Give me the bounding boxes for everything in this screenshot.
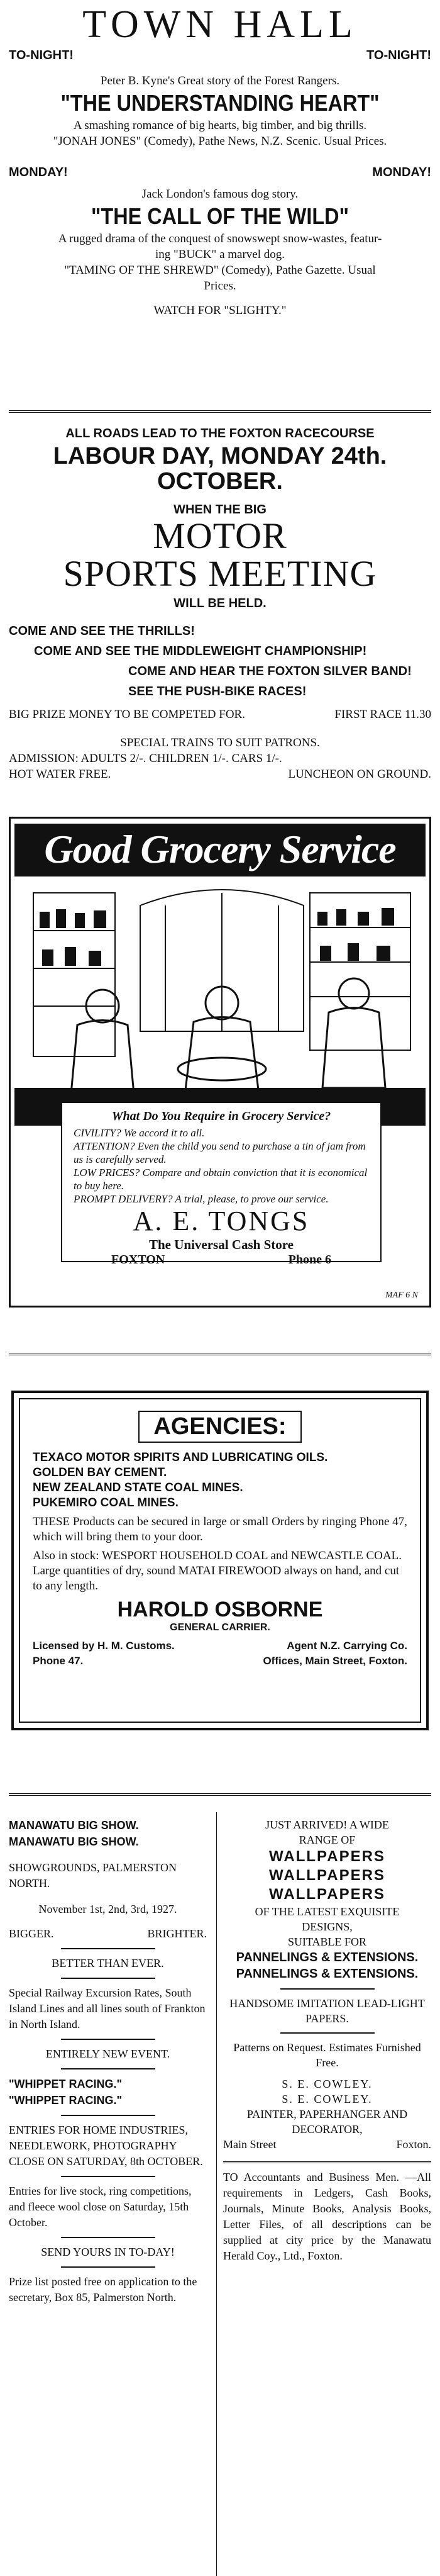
film1-desc: A smashing romance of big hearts, big timber, and big thrills. [73,119,367,132]
offices: Offices, Main Street, Foxton. [263,1655,407,1667]
luncheon: LUNCHEON ON GROUND. [288,768,431,781]
labour-day-ad [9,420,431,814]
painter: PAINTER, PAPERHANGER AND DECORATOR, [246,2108,408,2136]
labour-day-month: OCTOBER. [157,468,283,495]
general-carrier: GENERAL CARRIER. [170,1622,270,1633]
film2-title: "THE CALL OF THE WILD" [91,203,349,229]
imitation-papers: HANDSOME IMITATION LEAD-LIGHT PAPERS. [229,1997,425,2025]
wp-intro-1: JUST ARRIVED! A WIDE [265,1818,389,1831]
cowley-2: S. E. COWLEY. [282,2093,373,2105]
grocery-attention: ATTENTION? Even the child you send to purchase a tin of jam from us is carefully served. [74,1140,366,1165]
wp-foxton: Foxton. [396,2138,431,2151]
grocery-prices: LOW PRICES? Compare and obtain conviction that it is economical to buy here. [74,1167,368,1192]
grocer-phone: Phone 6 [288,1253,331,1267]
agent-name: HAROLD OSBORNE [117,1598,323,1621]
sports-meeting-heading: SPORTS MEETING [63,553,377,594]
town-hall-title: TOWN HALL [82,3,358,46]
manawatu-show-ad [9,1812,207,2305]
whippet-1: "WHIPPET RACING." [9,2078,123,2090]
showgrounds: SHOWGROUNDS, PALMERSTON NORTH. [9,1861,177,1890]
classified-columns [9,1812,431,2576]
film2-desc-2: ing "BUCK" a marvel dog. [155,248,285,261]
film2-support-2: Prices. [204,279,236,293]
admission: ADMISSION: ADULTS 2/-. CHILDREN 1/-. CARS 1/-. [9,752,282,765]
bigger: BIGGER. [9,1927,54,1940]
livestock: Entries for live stock, ring competitions, and fleece wool close on Saturday, 15th October. [9,2185,192,2229]
better-than-ever: BETTER THAN EVER. [52,1957,164,1969]
send-yours: SEND YOURS IN TO-DAY! [41,2246,175,2258]
grocer-store: The Universal Cash Store [148,1237,294,1252]
motor-heading: MOTOR [153,515,287,556]
special-trains: SPECIAL TRAINS TO SUIT PATRONS. [120,736,320,749]
wp-designs: DESIGNS, [302,1920,353,1933]
agencies-title: AGENCIES: [138,1411,301,1443]
thrill-3: COME AND HEAR THE FOXTON SILVER BAND! [128,664,412,678]
accountants-notice: TO Accountants and Business Men. —All requirements in Ledgers, Cash Books, Journals, Minute Books, Analysis Books, Letter Files, of all descriptions can be supplied at city price by the Manawatu Herald Coy., Ltd., Foxton. [223,2171,431,2262]
grocery-delivery: PROMPT DELIVERY? A trial, please, to prove our service. [74,1193,329,1205]
film1-title: "THE UNDERSTANDING HEART" [60,90,380,116]
film2-desc-1: A rugged drama of the conquest of snowswept snow-wastes, featur- [58,232,382,245]
when-the-big: WHEN THE BIG [173,503,267,517]
agency-4: PUKEMIRO COAL MINES. [33,1496,179,1509]
roads-line: ALL ROADS LEAD TO THE FOXTON RACECOURSE [65,427,375,440]
grocery-question: What Do You Require in Grocery Service? [111,1109,331,1123]
licensed: Licensed by H. M. Customs. [33,1640,175,1652]
show-dates: November 1st, 2nd, 3rd, 1927. [38,1903,177,1915]
labour-day-date: LABOUR DAY, MONDAY 24th. [53,443,387,469]
watch-for: WATCH FOR "SLIGHTY." [153,304,287,317]
wallpapers-2: WALLPAPERS [269,1867,385,1884]
agency-2: GOLDEN BAY CEMENT. [33,1466,167,1479]
entries: ENTRIES FOR HOME INDUSTRIES, NEEDLEWORK, PHOTOGRAPHY CLOSE ON SATURDAY, 8th OCTOBER. [9,2124,203,2168]
wp-suitable: SUITABLE FOR [287,1935,367,1948]
brighter: BRIGHTER. [147,1927,207,1940]
first-race: FIRST RACE 11.30 [334,708,431,721]
wp-latest: OF THE LATEST EXQUISITE [255,1905,400,1918]
whippet-2: "WHIPPET RACING." [9,2094,123,2107]
agency-1: TEXACO MOTOR SPIRITS AND LUBRICATING OILS. [33,1451,328,1464]
will-be-held: WILL BE HELD. [173,596,267,610]
pannelings-1: PANNELINGS & EXTENSIONS. [236,1951,419,1964]
divider [9,410,431,413]
thrill-4: SEE THE PUSH-BIKE RACES! [128,685,307,698]
manawatu-heading-2: MANAWATU BIG SHOW. [9,1835,139,1848]
cowley-1: S. E. COWLEY. [282,2078,373,2090]
wp-intro-2: RANGE OF [299,1834,356,1846]
wallpapers-column [216,1812,431,2576]
agencies-ad [11,1391,429,1730]
hot-water: HOT WATER FREE. [9,768,111,781]
manawatu-heading-1: MANAWATU BIG SHOW. [9,1819,139,1832]
film1-support: "JONAH JONES" (Comedy), Pathe News, N.Z. Scenic. Usual Prices. [53,135,387,148]
monday-left: MONDAY! [9,165,68,179]
agent-carrying: Agent N.Z. Carrying Co. [287,1640,407,1652]
grocery-banner: Good Grocery Service [14,824,426,876]
film2-intro: Jack London's famous dog story. [141,188,299,201]
grocery-illustration [14,880,426,1126]
new-event: ENTIRELY NEW EVENT. [45,2047,170,2060]
divider [9,1353,431,1355]
patterns: Patterns on Request. Estimates Furnished Free. [233,2041,421,2069]
grocer-name: A. E. TONGS [133,1206,310,1236]
agencies-para-2: Also in stock: WESPORT HOUSEHOLD COAL and NEWCASTLE COAL. Large quantities of dry, sound MATAI FIREWOOD always on hand, and cut to any length. [33,1549,402,1593]
wallpapers-3: WALLPAPERS [269,1886,385,1903]
grocer-town: FOXTON [111,1253,165,1267]
wallpapers-1: WALLPAPERS [269,1848,385,1865]
divider [9,1793,431,1796]
agencies-para-1: THESE Products can be secured in large or small Orders by ringing Phone 47, which will bring them to your door. [33,1515,407,1543]
tonight-right: TO-NIGHT! [366,48,431,62]
prize-list: Prize list posted free on application to the secretary, Box 85, Palmerston North. [9,2275,197,2304]
thrill-2: COME AND SEE THE MIDDLEWEIGHT CHAMPIONSHIP! [34,644,367,658]
film1-intro: Peter B. Kyne's Great story of the Forest Rangers. [100,74,340,87]
grocery-ad [9,817,431,1308]
agencies-phone: Phone 47. [33,1655,84,1667]
thrill-1: COME AND SEE THE THRILLS! [9,624,195,638]
rail-rates: Special Railway Excursion Rates, South Island Lines and all lines south of Frankton in North Island. [9,1986,206,2030]
prize-money: BIG PRIZE MONEY TO BE COMPETED FOR. [9,708,245,721]
film2-support-1: "TAMING OF THE SHREWD" (Comedy), Pathe Gazette. Usual [64,264,376,277]
monday-right: MONDAY! [372,165,431,179]
artist-signature: MAF 6 N [385,1291,418,1300]
main-street: Main Street [223,2138,277,2151]
pannelings-2: PANNELINGS & EXTENSIONS. [236,1967,419,1981]
tonight-left: TO-NIGHT! [9,48,74,62]
town-hall-ad [9,0,431,415]
agency-3: NEW ZEALAND STATE COAL MINES. [33,1481,243,1494]
grocery-civility: CIVILITY? We accord it to all. [74,1127,205,1139]
